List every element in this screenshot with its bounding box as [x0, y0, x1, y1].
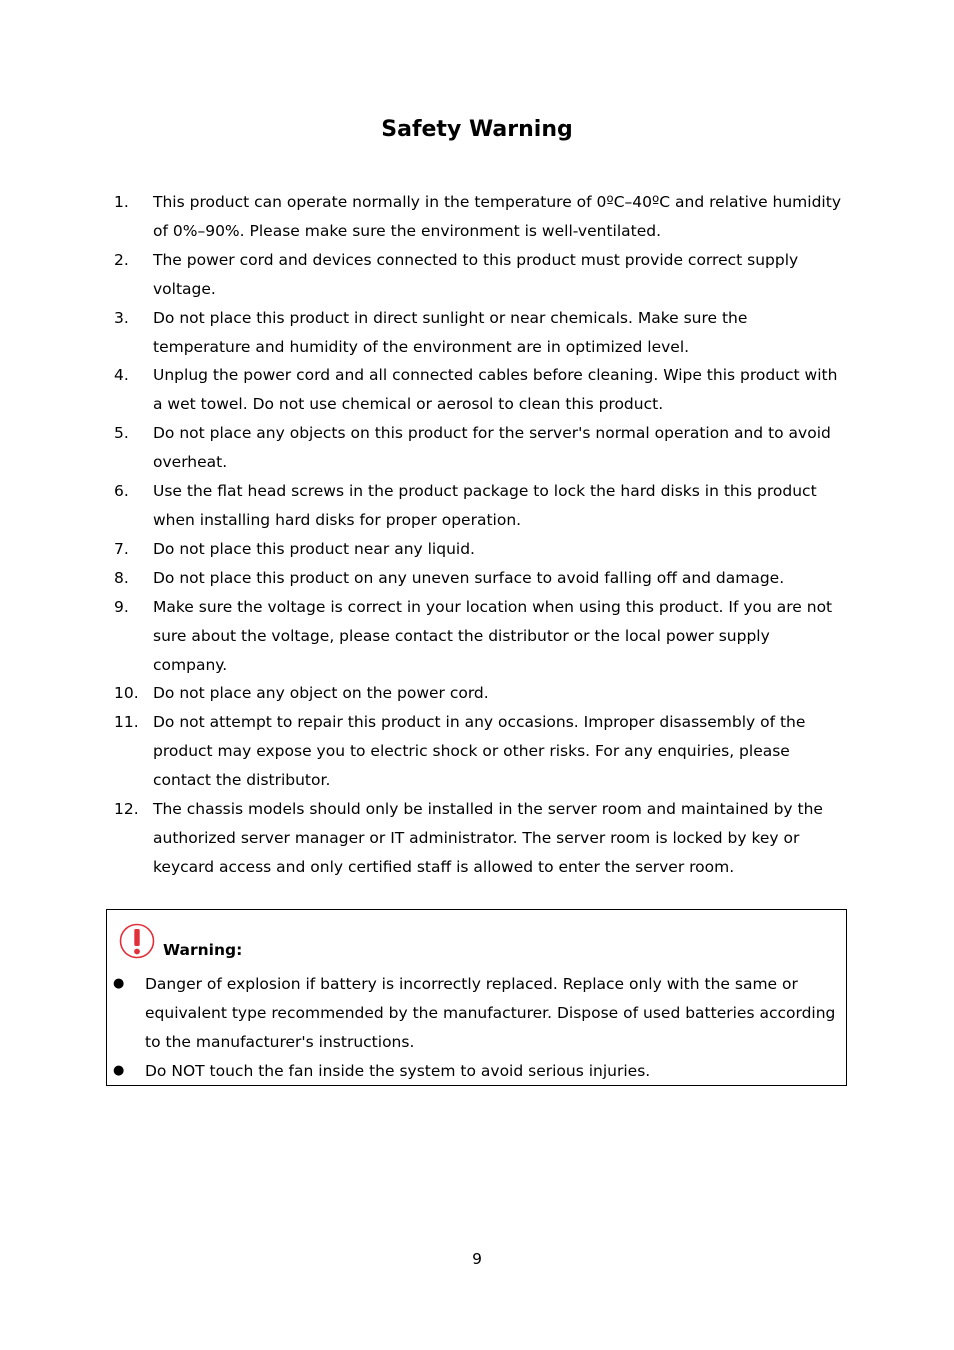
warning-list: [113, 970, 841, 1086]
item-text: Unplug the power cord and all connected cables before cleaning. Wipe this product with a wet towel. Do not use chemical or aerosol to clean this product.: [153, 366, 838, 414]
item-number: 4.: [114, 366, 129, 385]
warning-label: Warning:: [163, 941, 243, 959]
bullet-icon: ●: [113, 976, 125, 991]
item-text: Do not place this product on any uneven surface to avoid falling off and damage.: [153, 568, 785, 587]
list-item: [114, 246, 844, 304]
exclamation-circle-icon: [118, 922, 156, 960]
warning-item-text: Do NOT touch the fan inside the system to avoid serious injuries.: [145, 1061, 651, 1080]
item-text: Do not place any object on the power cord.: [153, 684, 489, 703]
list-item: [114, 679, 844, 708]
list-item: [114, 795, 844, 882]
list-item: [114, 564, 844, 593]
list-item: [113, 970, 841, 1057]
item-number: 10.: [114, 684, 139, 703]
item-text: Do not place this product near any liquid.: [153, 539, 475, 558]
list-item: [113, 1057, 841, 1086]
bullet-icon: ●: [113, 1062, 125, 1078]
page-number: 9: [472, 1250, 482, 1268]
item-number: 3.: [114, 308, 129, 327]
list-item: [114, 535, 844, 564]
item-number: 2.: [114, 250, 129, 269]
item-text: Do not attempt to repair this product in any occasions. Improper disassembly of the product may expose you to electric shock or other risks. For any enquiries, please contact the distributor.: [153, 713, 806, 790]
item-text: Use the flat head screws in the product package to lock the hard disks in this product when installing hard disks for proper operation.: [153, 482, 817, 529]
item-number: 12.: [114, 800, 139, 819]
list-item: [114, 361, 844, 419]
list-item: [114, 708, 844, 795]
item-text: This product can operate normally in the temperature of 0ºC–40ºC and relative humidity of 0%–90%. Please make sure the environment is well-ventilated.: [153, 193, 841, 240]
item-number: 7.: [114, 539, 129, 558]
item-text: Do not place this product in direct sunlight or near chemicals. Make sure the temperature and humidity of the environment are in optimized level.: [153, 308, 748, 356]
warning-item-text: Danger of explosion if battery is incorrectly replaced. Replace only with the same or equivalent type recommended by the manufacturer. Dispose of used batteries according to the manufacturer's instructions.: [145, 975, 836, 1051]
list-item: [114, 188, 844, 246]
safety-list: [114, 188, 844, 882]
item-text: The chassis models should only be installed in the server room and maintained by the authorized server manager or IT administrator. The server room is locked by key or keycard access and only certified staff is allowed to enter the server room.: [153, 800, 823, 876]
page-title: Safety Warning: [381, 117, 573, 142]
item-number: 6.: [114, 482, 129, 501]
item-number: 1.: [114, 193, 129, 211]
item-number: 11.: [114, 713, 139, 732]
item-number: 9.: [114, 597, 129, 616]
item-number: 8.: [114, 568, 129, 587]
item-number: 5.: [114, 424, 129, 443]
item-text: The power cord and devices connected to this product must provide correct supply voltage.: [153, 250, 799, 298]
item-text: Do not place any objects on this product for the server's normal operation and to avoid overheat.: [153, 424, 831, 472]
list-item: [114, 304, 844, 362]
list-item: [114, 477, 844, 535]
warning-header: [118, 922, 242, 960]
item-text: Make sure the voltage is correct in your location when using this product. If you are not sure about the voltage, please contact the distributor or the local power supply company.: [153, 597, 833, 674]
list-item: [114, 419, 844, 477]
warning-box: [106, 909, 847, 1086]
list-item: [114, 593, 844, 680]
